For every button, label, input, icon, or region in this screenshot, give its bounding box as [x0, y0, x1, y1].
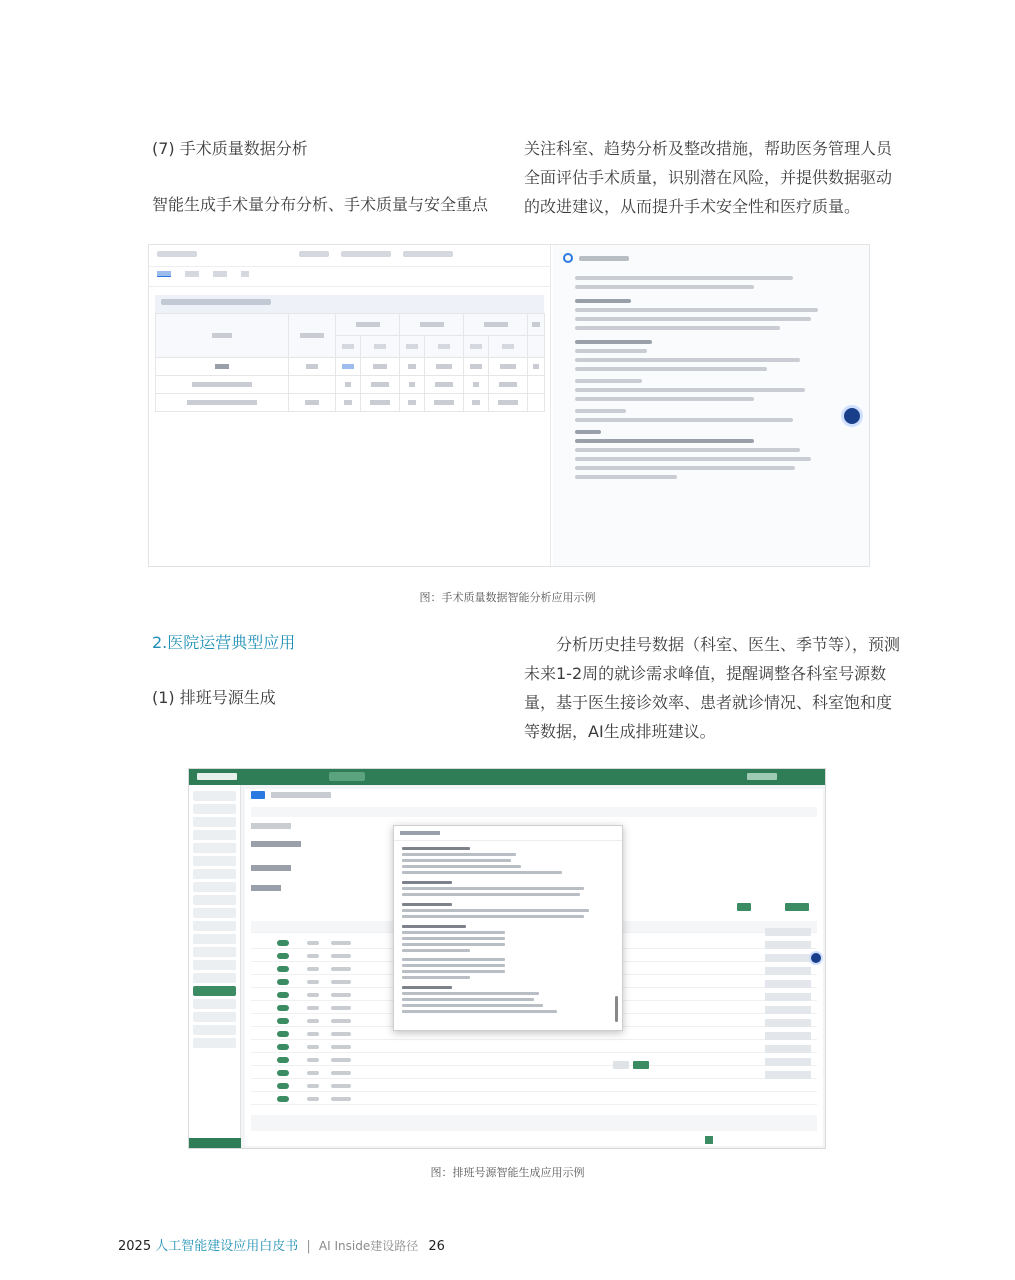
footer-separator: | — [306, 1239, 311, 1254]
section-7-body-left: 智能生成手术量分布分析、手术质量与安全重点 — [152, 195, 489, 214]
footer-subtitle: AI Inside建设路径 — [318, 1239, 419, 1253]
chat-assistant-icon — [809, 951, 823, 965]
figure-2-app-titlebar — [189, 769, 826, 785]
figure-1-table-title — [155, 295, 544, 313]
chat-assistant-icon — [841, 405, 863, 427]
figure-1-chat-header — [553, 245, 870, 271]
section-7-title: (7) 手术质量数据分析 — [152, 139, 308, 158]
assistant-logo-icon — [563, 253, 573, 263]
section-2-1-title: (1) 排班号源生成 — [152, 688, 276, 707]
footer-title: 人工智能建设应用白皮书 — [155, 1239, 299, 1254]
section-2-body-right: 分析历史挂号数据（科室、医生、季节等），预测未来1-2周的就诊需求峰值，提醒调整各科室号源数量，基于医生接诊效率、患者就诊情况、科室饱和度等数据，AI生成排班建议。 — [524, 635, 901, 741]
figure-surgery-quality-screenshot — [148, 244, 870, 567]
figure-1-tabs — [149, 267, 550, 287]
page-footer — [118, 1235, 445, 1254]
dialog-cancel-button[interactable] — [613, 1061, 629, 1069]
figure-1-chat-content — [553, 276, 870, 479]
dialog-title-bar — [394, 826, 622, 841]
figure-2-caption: 图：排班号源智能生成应用示例 — [430, 1166, 585, 1179]
figure-1-filter-bar — [149, 245, 550, 267]
figure-1-caption: 图：手术质量数据智能分析应用示例 — [419, 591, 596, 604]
figure-1-table-panel — [149, 245, 551, 567]
dialog-scrollbar[interactable] — [615, 996, 618, 1022]
figure-1-data-table — [155, 313, 545, 412]
figure-2-sidebar — [189, 785, 241, 1149]
figure-1-ai-chat-panel — [553, 245, 870, 567]
figure-scheduling-screenshot — [188, 768, 826, 1149]
section-7-body-right: 关注科室、趋势分析及整改措施，帮助医务管理人员全面评估手术质量，识别潜在风险，并提供数据驱动的改进建议，从而提升手术安全性和医疗质量。 — [524, 139, 893, 216]
footer-year: 2025 — [118, 1239, 152, 1254]
page-number: 26 — [428, 1239, 445, 1254]
section-2-title: 2.医院运营典型应用 — [152, 633, 296, 652]
dialog-confirm-button[interactable] — [633, 1061, 649, 1069]
figure-2-ai-dialog — [393, 825, 623, 1031]
